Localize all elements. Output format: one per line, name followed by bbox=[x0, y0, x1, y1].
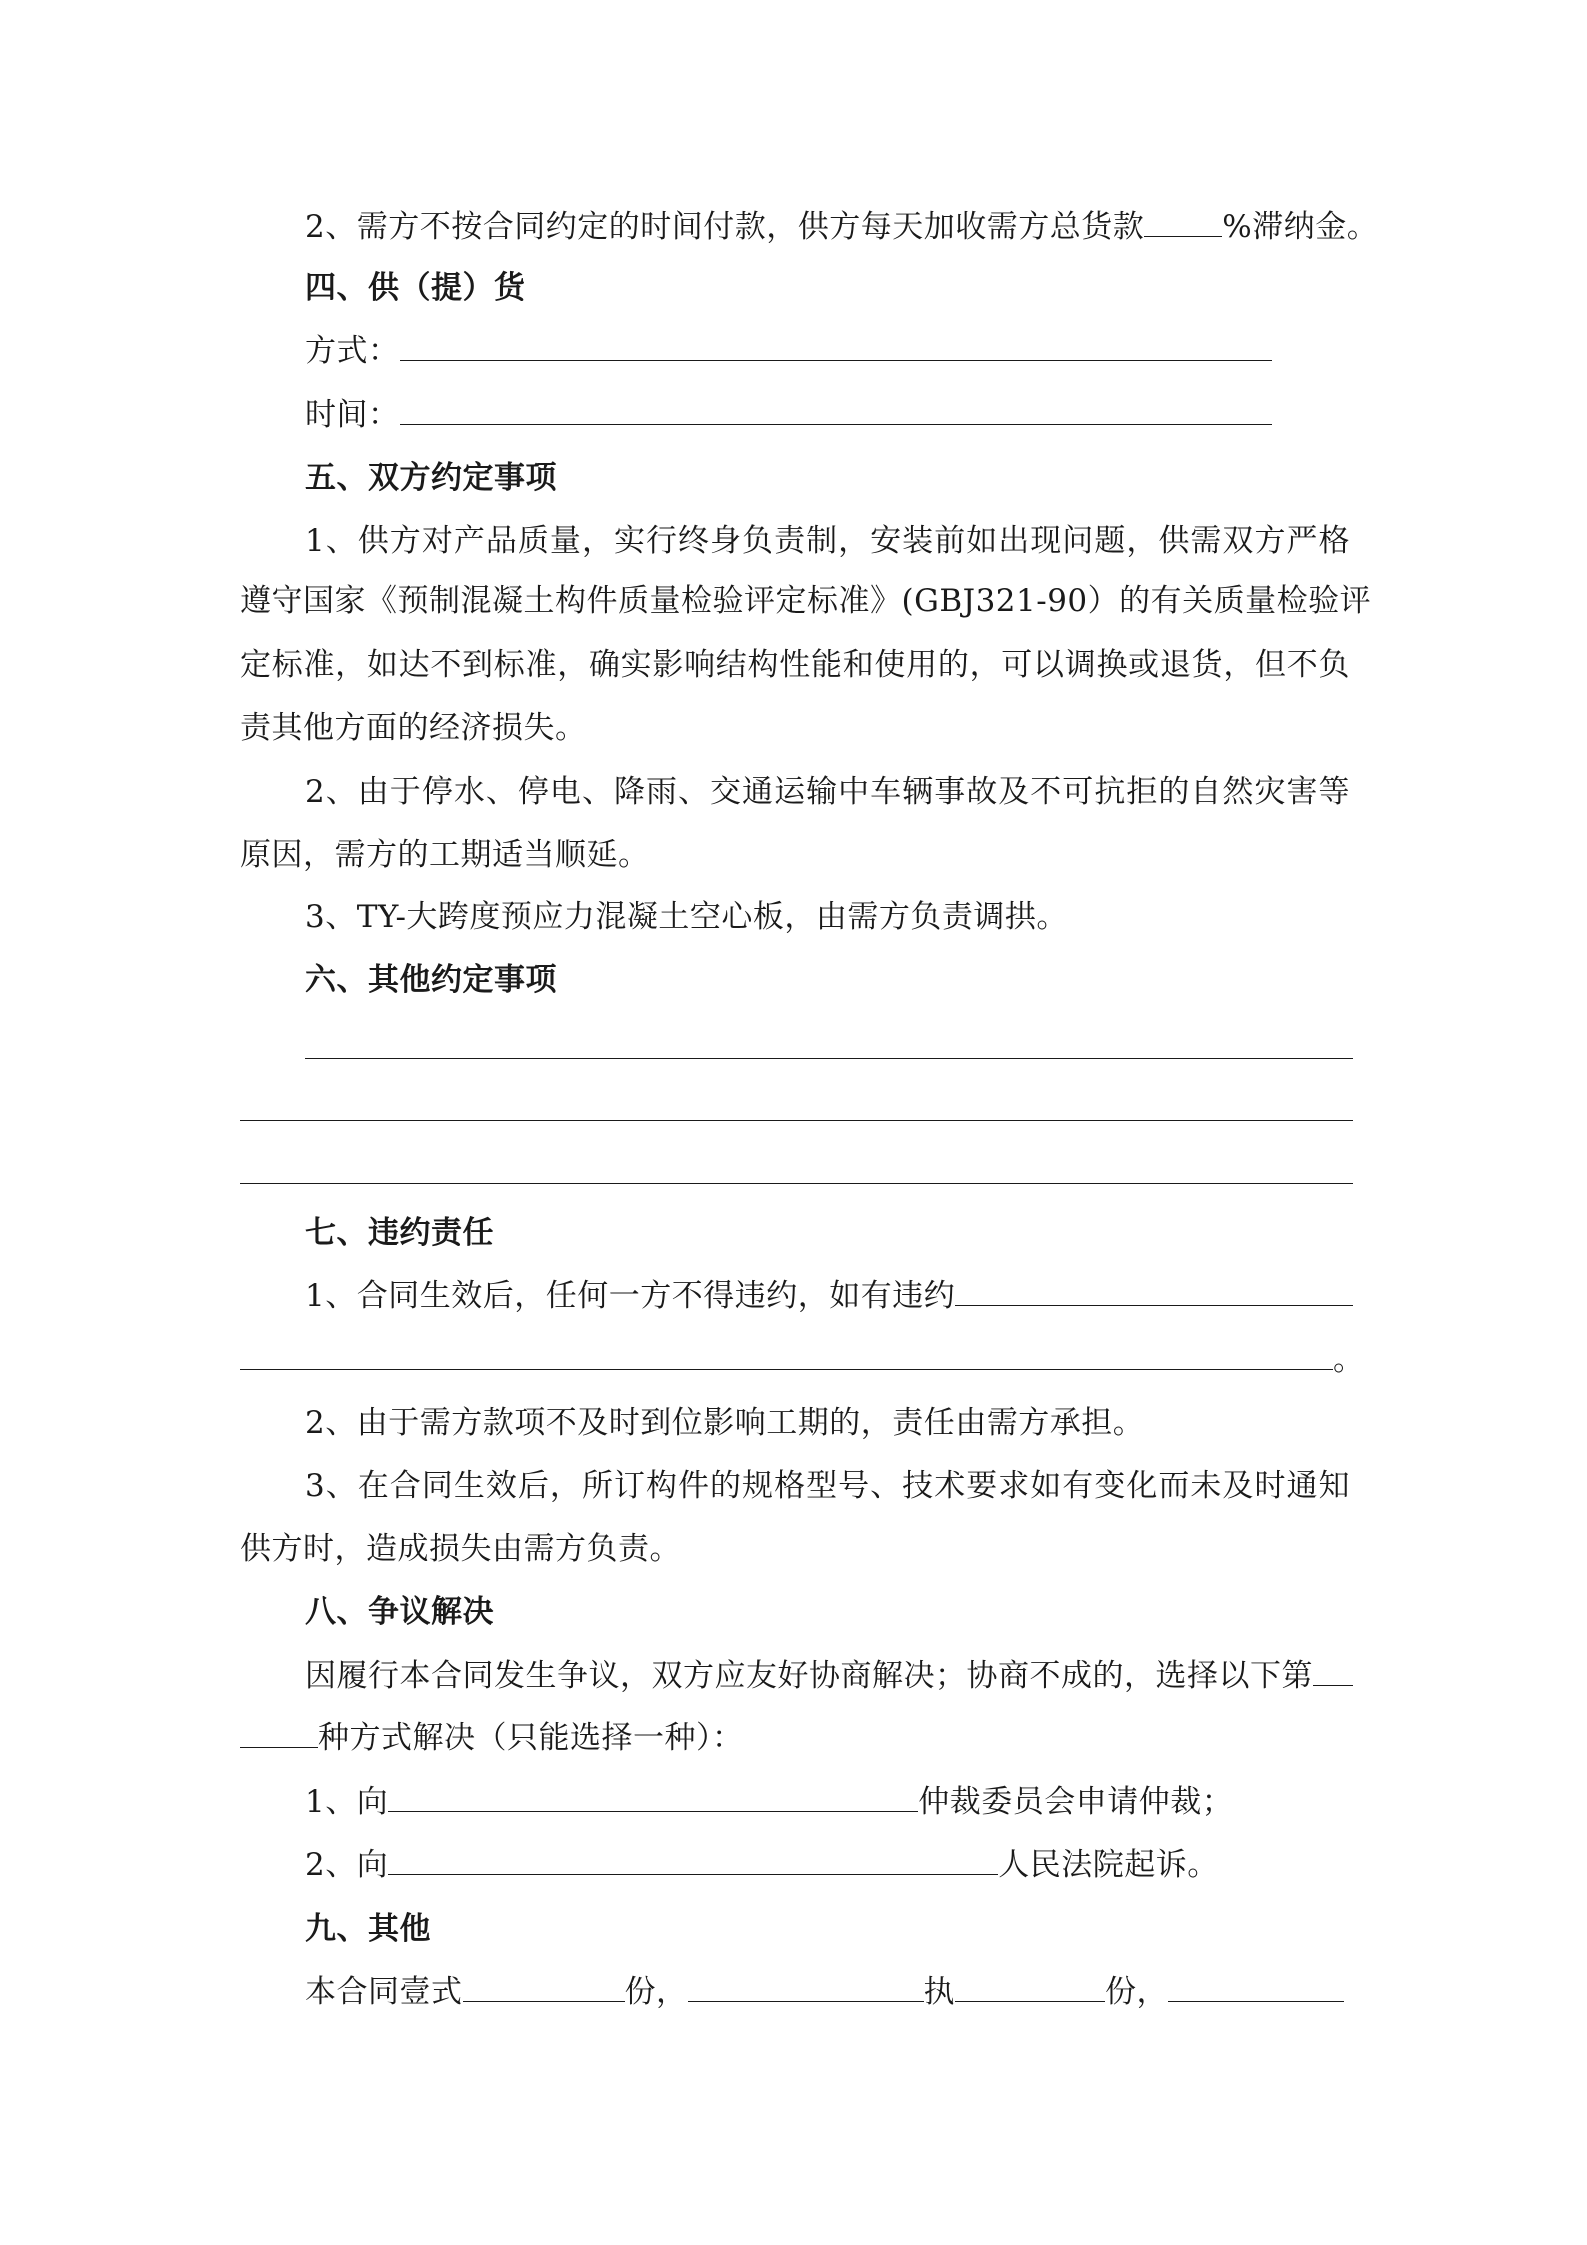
dispute-option-blank-b[interactable] bbox=[240, 1719, 318, 1748]
other-terms-blank-2[interactable] bbox=[240, 1120, 1353, 1121]
s9-copies: 本合同壹式 份， 执 份， bbox=[305, 1972, 1350, 2012]
breach-liability-blank-2[interactable] bbox=[240, 1341, 1333, 1370]
section-4-title: 四、供（提）货 bbox=[305, 270, 526, 306]
other-terms-blank-3[interactable] bbox=[240, 1183, 1353, 1184]
s7-p1-cont: 。 bbox=[240, 1340, 1350, 1380]
section-5-title: 五、双方约定事项 bbox=[305, 460, 557, 496]
delivery-method-row: 方式： bbox=[305, 331, 1350, 371]
late-fee-clause: 2、需方不按合同约定的时间付款，供方每天加收需方总货款 %滞纳金。 bbox=[305, 209, 1379, 245]
s5-p3: 3、TY-大跨度预应力混凝土空心板，由需方负责调拱。 bbox=[305, 899, 1068, 935]
delivery-method-blank[interactable] bbox=[400, 332, 1272, 361]
s7-p3-line2: 供方时，造成损失由需方负责。 bbox=[240, 1531, 681, 1567]
late-fee-rate-blank[interactable] bbox=[1144, 208, 1222, 237]
s5-p2-line1: 2、由于停水、停电、降雨、交通运输中车辆事故及不可抗拒的自然灾害等 bbox=[305, 774, 1350, 810]
s7-p1: 1、合同生效后，任何一方不得违约，如有违约 bbox=[305, 1276, 1350, 1316]
s8-opt2: 2、向 人民法院起诉。 bbox=[305, 1847, 1219, 1883]
delivery-time-blank[interactable] bbox=[400, 396, 1272, 425]
s5-p2-line2: 原因，需方的工期适当顺延。 bbox=[240, 837, 650, 873]
delivery-time-row: 时间： bbox=[305, 395, 1350, 435]
court-blank[interactable] bbox=[388, 1846, 998, 1875]
breach-liability-blank-1[interactable] bbox=[955, 1277, 1353, 1306]
s7-p2: 2、由于需方款项不及时到位影响工期的，责任由需方承担。 bbox=[305, 1405, 1145, 1441]
section-6-title: 六、其他约定事项 bbox=[305, 962, 557, 998]
s8-line2: 种方式解决（只能选择一种）： bbox=[240, 1718, 1350, 1758]
s8-line1: 因履行本合同发生争议，双方应友好协商解决；协商不成的，选择以下第 bbox=[305, 1656, 1350, 1696]
section-8-title: 八、争议解决 bbox=[305, 1594, 494, 1630]
s7-p3-line1: 3、在合同生效后，所订构件的规格型号、技术要求如有变化而未及时通知 bbox=[305, 1468, 1350, 1504]
s5-p1-line3: 定标准，如达不到标准，确实影响结构性能和使用的，可以调换或退货，但不负 bbox=[240, 647, 1350, 683]
party-b-blank[interactable] bbox=[1168, 1973, 1344, 2002]
dispute-option-blank-a[interactable] bbox=[1313, 1657, 1353, 1686]
party-a-copies-blank[interactable] bbox=[955, 1973, 1105, 2002]
arbitration-commission-blank[interactable] bbox=[388, 1783, 918, 1812]
section-7-title: 七、违约责任 bbox=[305, 1215, 494, 1251]
party-a-blank[interactable] bbox=[688, 1973, 924, 2002]
copies-total-blank[interactable] bbox=[463, 1973, 625, 2002]
s5-p1-line2: 遵守国家《预制混凝土构件质量检验评定标准》(GBJ321-90）的有关质量检验评 bbox=[240, 583, 1372, 619]
section-9-title: 九、其他 bbox=[305, 1911, 431, 1947]
s5-p1-line1: 1、供方对产品质量，实行终身负责制，安装前如出现问题，供需双方严格 bbox=[305, 523, 1350, 559]
s5-p1-line4: 责其他方面的经济损失。 bbox=[240, 710, 587, 746]
s8-opt1: 1、向 仲裁委员会申请仲裁； bbox=[305, 1784, 1234, 1820]
other-terms-blank-1[interactable] bbox=[305, 1058, 1353, 1059]
